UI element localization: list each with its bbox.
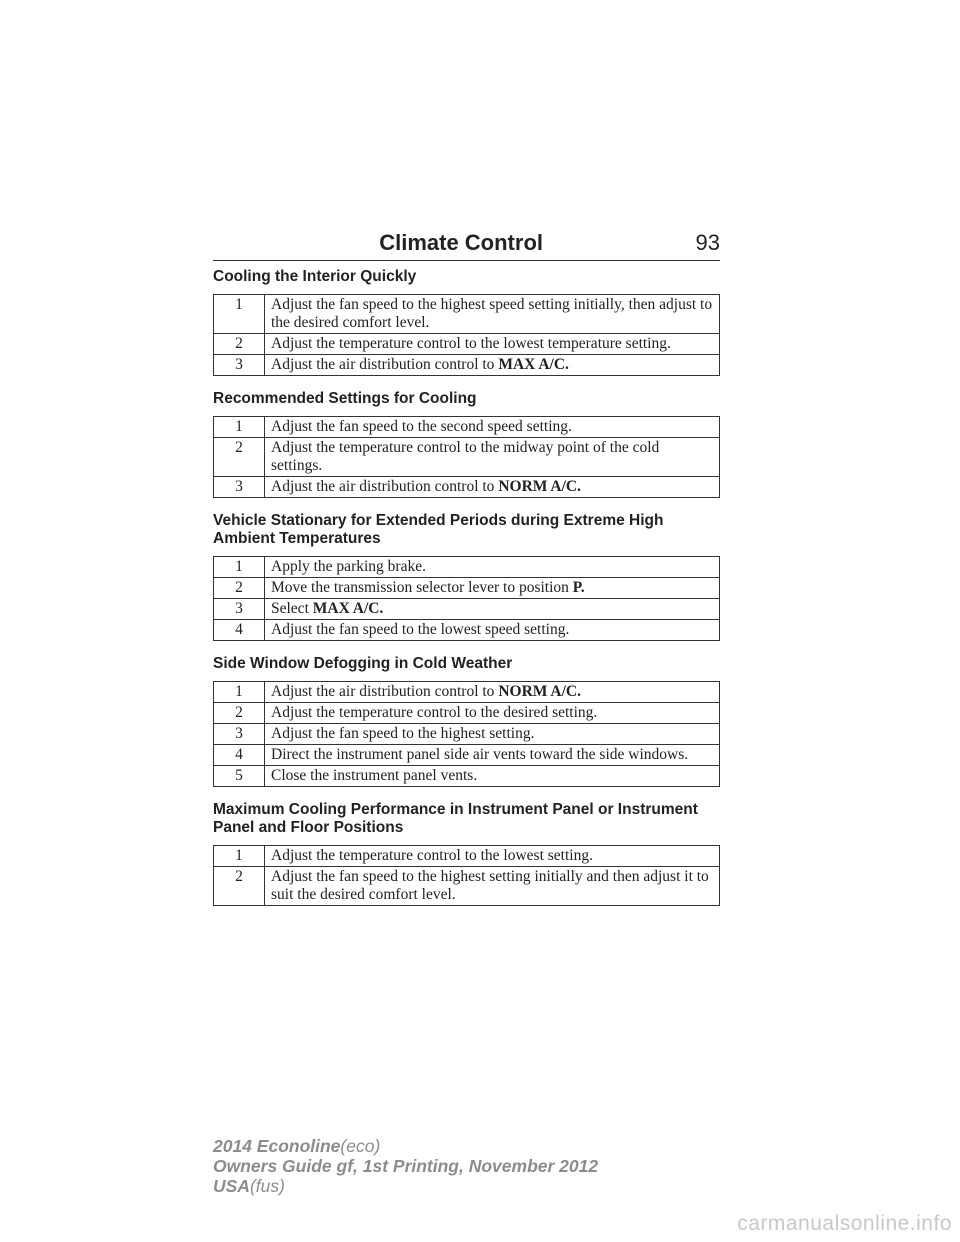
step-number: 1 xyxy=(214,417,265,438)
table-row xyxy=(214,477,720,498)
step-text-plain: Select xyxy=(271,600,313,617)
page-content xyxy=(213,268,720,920)
step-text xyxy=(265,766,720,787)
step-text-bold: MAX A/C. xyxy=(312,600,384,617)
step-text-plain: Direct the instrument panel side air vents toward the side windows. xyxy=(271,746,689,763)
step-text-plain: Adjust the temperature control to the desired setting. xyxy=(271,704,598,721)
table-row xyxy=(214,620,720,641)
step-number: 3 xyxy=(214,599,265,620)
step-number: 4 xyxy=(214,620,265,641)
step-number: 1 xyxy=(214,295,265,334)
step-text xyxy=(265,682,720,703)
table-row xyxy=(214,417,720,438)
step-text-plain: Adjust the temperature control to the lowest setting. xyxy=(271,847,593,864)
step-number: 5 xyxy=(214,766,265,787)
step-text xyxy=(265,867,720,906)
step-number: 1 xyxy=(214,846,265,867)
step-number: 2 xyxy=(214,438,265,477)
step-text-plain: Apply the parking brake. xyxy=(271,558,426,575)
step-text xyxy=(265,355,720,376)
steps-table xyxy=(213,556,720,641)
step-text xyxy=(265,334,720,355)
table-row xyxy=(214,355,720,376)
step-text xyxy=(265,724,720,745)
section-heading: Recommended Settings for Cooling xyxy=(213,390,477,407)
step-text-plain: Adjust the fan speed to the highest setting initially and then adjust it to suit the desired comfort level. xyxy=(271,868,709,903)
step-text-plain: Adjust the air distribution control to xyxy=(271,683,499,700)
step-text xyxy=(265,578,720,599)
step-text-plain: Adjust the fan speed to the highest speed setting initially, then adjust to the desired comfort level. xyxy=(271,296,713,331)
step-number: 2 xyxy=(214,334,265,355)
section-heading: Cooling the Interior Quickly xyxy=(213,268,417,285)
step-number: 3 xyxy=(214,355,265,376)
table-row xyxy=(214,578,720,599)
step-number: 2 xyxy=(214,578,265,599)
step-text-plain: Adjust the air distribution control to xyxy=(271,356,499,373)
table-row xyxy=(214,599,720,620)
step-number: 2 xyxy=(214,703,265,724)
table-row xyxy=(214,846,720,867)
steps-table xyxy=(213,294,720,376)
step-text xyxy=(265,703,720,724)
steps-table xyxy=(213,681,720,787)
footer-model: 2014 Econoline xyxy=(213,1136,341,1156)
step-text xyxy=(265,438,720,477)
section-side-window-defogging xyxy=(213,655,720,787)
table-row xyxy=(214,557,720,578)
section-cooling-quickly xyxy=(213,268,720,376)
step-number: 3 xyxy=(214,477,265,498)
section-vehicle-stationary xyxy=(213,512,720,641)
table-row xyxy=(214,703,720,724)
table-row xyxy=(214,766,720,787)
step-number: 2 xyxy=(214,867,265,906)
step-text-plain: Adjust the fan speed to the second speed setting. xyxy=(271,418,572,435)
section-heading: Vehicle Stationary for Extended Periods during Extreme High Ambient Temperatures xyxy=(213,512,664,547)
footer-region-code: (fus) xyxy=(249,1176,285,1196)
steps-table xyxy=(213,416,720,498)
step-text xyxy=(265,620,720,641)
footer-model-line xyxy=(213,1136,598,1156)
table-row xyxy=(214,724,720,745)
step-number: 4 xyxy=(214,745,265,766)
table-row xyxy=(214,682,720,703)
table-row xyxy=(214,438,720,477)
section-recommended-cooling xyxy=(213,390,720,498)
table-row xyxy=(214,745,720,766)
step-text-plain: Move the transmission selector lever to position xyxy=(271,579,573,596)
table-row xyxy=(214,295,720,334)
step-number: 1 xyxy=(214,682,265,703)
footer-guide-line: Owners Guide gf, 1st Printing, November 2012 xyxy=(213,1156,599,1176)
footer-region: USA xyxy=(213,1176,250,1196)
page-header xyxy=(213,228,720,261)
step-text-plain: Adjust the temperature control to the midway point of the cold settings. xyxy=(271,439,660,474)
footer-model-code: (eco) xyxy=(340,1136,381,1156)
step-number: 3 xyxy=(214,724,265,745)
step-text xyxy=(265,557,720,578)
step-text-plain: Adjust the temperature control to the lowest temperature setting. xyxy=(271,335,671,352)
step-text xyxy=(265,599,720,620)
step-text-plain: Adjust the fan speed to the highest setting. xyxy=(271,725,535,742)
step-text-plain: Adjust the air distribution control to xyxy=(271,478,499,495)
section-maximum-cooling xyxy=(213,801,720,906)
page-title: Climate Control xyxy=(379,230,543,255)
steps-table xyxy=(213,845,720,906)
step-text-bold: NORM A/C. xyxy=(498,683,581,700)
watermark-text: carmanualsonline.info xyxy=(737,1212,952,1235)
step-text xyxy=(265,477,720,498)
footer-region-line xyxy=(213,1176,598,1196)
step-text xyxy=(265,295,720,334)
page-footer xyxy=(213,1136,598,1196)
step-text xyxy=(265,745,720,766)
step-number: 1 xyxy=(214,557,265,578)
page-number: 93 xyxy=(695,230,720,255)
step-text-bold: MAX A/C. xyxy=(498,356,569,373)
step-text xyxy=(265,846,720,867)
step-text-plain: Adjust the fan speed to the lowest speed setting. xyxy=(271,621,570,638)
step-text-bold: NORM A/C. xyxy=(498,478,581,495)
table-row xyxy=(214,867,720,906)
step-text-bold: P. xyxy=(572,579,585,596)
step-text-plain: Close the instrument panel vents. xyxy=(271,767,478,784)
section-heading: Maximum Cooling Performance in Instrument Panel or Instrument Panel and Floor Positions xyxy=(213,801,698,836)
step-text xyxy=(265,417,720,438)
section-heading: Side Window Defogging in Cold Weather xyxy=(213,655,513,672)
table-row xyxy=(214,334,720,355)
